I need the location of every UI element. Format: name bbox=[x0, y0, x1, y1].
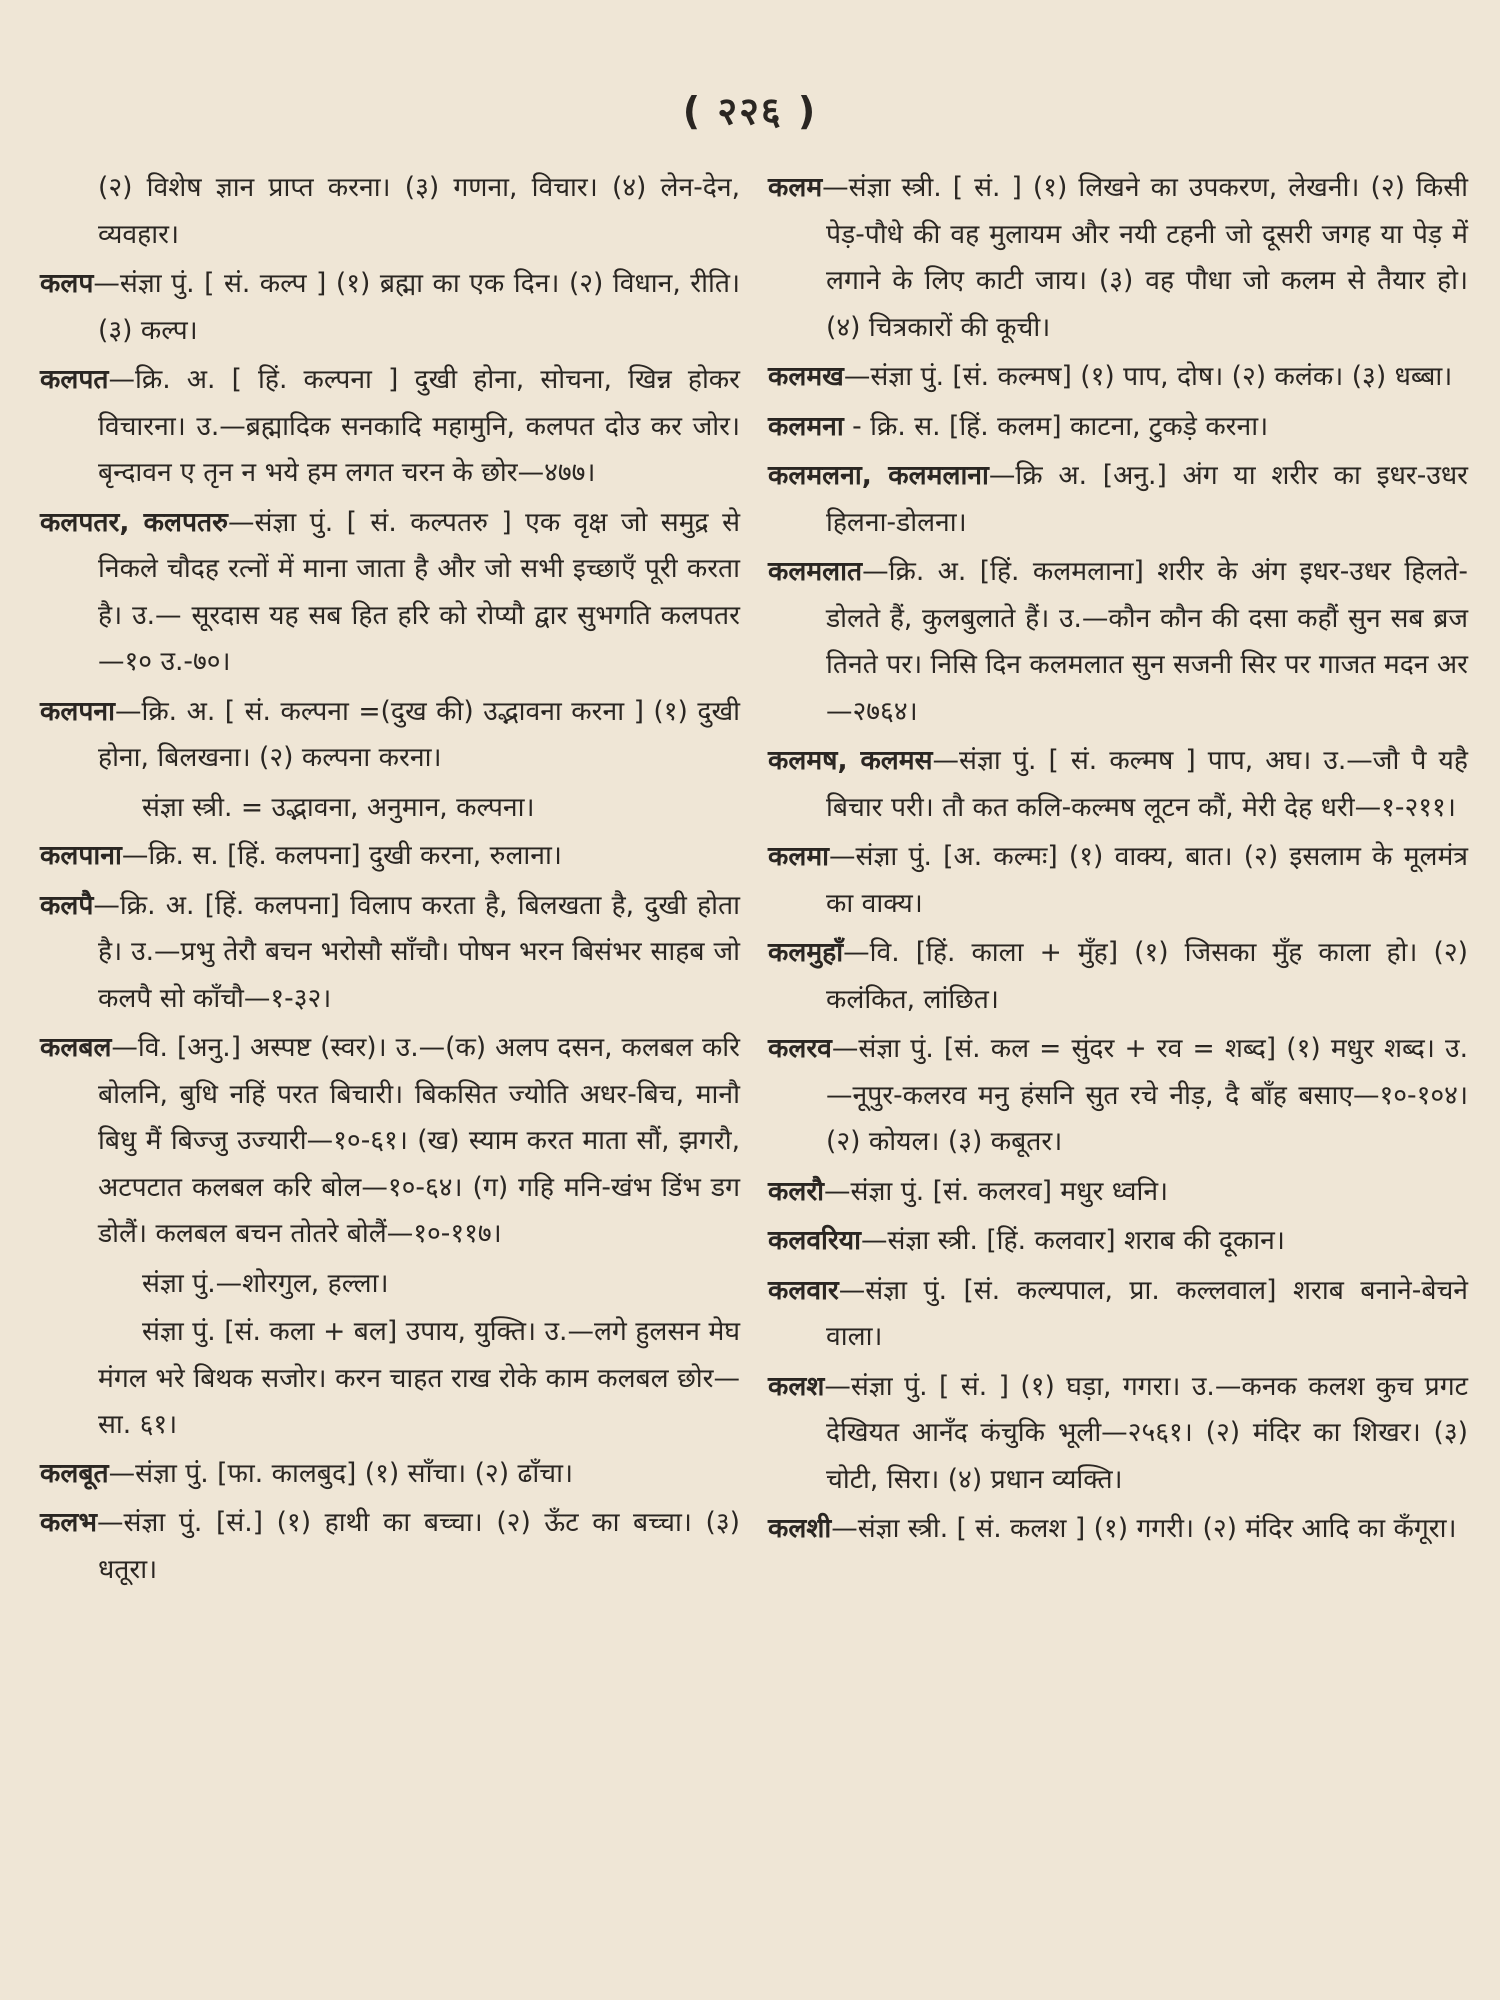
headword: कलपाना bbox=[40, 840, 122, 871]
entry-body: —वि. [हिं. काला + मुँह] (१) जिसका मुँह काला हो। (२) कलंकित, लांछित। bbox=[826, 937, 1468, 1015]
headword: कलमा bbox=[768, 841, 830, 872]
headword: कलभ bbox=[40, 1507, 97, 1538]
headword: कलरव bbox=[768, 1033, 832, 1064]
headword: कलश bbox=[768, 1370, 825, 1402]
entry-kalash bbox=[768, 1364, 1468, 1504]
headword: कलमना bbox=[768, 410, 844, 442]
entry-body: —संज्ञा पुं. [सं. कल = सुंदर + रव = शब्द] (१) मधुर शब्द। उ.—नूपुर-कलरव मनु हंसनि सुत रचे नीड़, दै बाँह बसाए—१०-१०४। (२) कोयल। (३) कबूतर। bbox=[826, 1033, 1468, 1157]
entry-kalavariya bbox=[768, 1218, 1468, 1265]
entry-body: —संज्ञा पुं. [सं.] (१) हाथी का बच्चा। (२) ऊँट का बच्चा। (३) धतूरा। bbox=[96, 1507, 740, 1585]
entry-body: —संज्ञा स्त्री. [ सं. कलश ] (१) गगरी। (२) मंदिर आदि का कँगूरा। bbox=[831, 1513, 1457, 1544]
left-column bbox=[40, 165, 740, 1596]
headword: कलपतर, कलपतरु bbox=[40, 506, 228, 538]
entry-body: —क्रि अ. [अनु.] अंग या शरीर का इधर-उधर हिलना-डोलना। bbox=[826, 460, 1468, 538]
headword: कलपना bbox=[40, 695, 115, 727]
entry-kalam bbox=[768, 165, 1468, 351]
headword: कलवरिया bbox=[768, 1225, 861, 1256]
page-number: ( २२६ ) bbox=[682, 89, 818, 133]
entry-body: - क्रि. स. [हिं. कलम] काटना, टुकड़े करना। bbox=[843, 410, 1269, 442]
entry-kalap bbox=[40, 261, 740, 354]
entry-body: —क्रि. अ. [हिं. कलपना] विलाप करता है, बिलखता है, दुखी होता है। उ.—प्रभु तेरौ बचन भरोसौ साँचौ। पोषन भरन बिसंभर साहब जो कलपै सो काँचौ—१-३२। bbox=[93, 889, 740, 1014]
entry-kalarav bbox=[768, 1026, 1468, 1166]
headword: कलम bbox=[768, 172, 823, 203]
entry-kalarau bbox=[768, 1169, 1468, 1216]
entry-kalashi bbox=[768, 1506, 1468, 1553]
headword: कलरौ bbox=[768, 1175, 825, 1207]
entry-body: —क्रि. अ. [ हिं. कल्पना ] दुखी होना, सोचना, खिन्न होकर विचारना। उ.—ब्रह्मादिक सनकादि महामुनि, कलपत दोउ कर जोर। बृन्दावन ए तृन न भये हम लगत चरन के छोर—४७७। bbox=[98, 364, 740, 488]
headword: कलमलात bbox=[768, 556, 863, 587]
headword: कलवार bbox=[768, 1274, 839, 1306]
headword: कलमष, कलमस bbox=[768, 745, 933, 776]
headword: कलशी bbox=[768, 1513, 832, 1544]
entry-body: —संज्ञा पुं. [ सं. कल्मष ] पाप, अघ। उ.—जौ पै यहै बिचार परी। तौ कत कलि-कल्मष लूटन कौं, मेरी देह धरी—१-२११। bbox=[826, 745, 1468, 823]
entry-body: —संज्ञा पुं. [ सं. कल्पतरु ] एक वृक्ष जो समुद्र से निकले चौदह रत्नों में माना जाता है और जो सभी इच्छाएँ पूरी करता है। उ.— सूरदास यह सब हित हरि को रोप्यौ द्वार सुभगति कलपतर—१० उ.-७०। bbox=[98, 506, 740, 677]
entry-body: —संज्ञा पुं. [ सं. ] (१) घड़ा, गगरा। उ.—कनक कलश कुच प्रगट देखियत आनँद कंचुकि भूली—२५६१। (२) मंदिर का शिखर। (३) चोटी, सिरा। (४) प्रधान व्यक्ति। bbox=[824, 1370, 1468, 1495]
entry-body: —संज्ञा पुं. [सं. कलरव] मधुर ध्वनि। bbox=[824, 1175, 1169, 1207]
entry-kalamalat bbox=[768, 549, 1468, 735]
headword: कलमख bbox=[768, 361, 844, 392]
entry-body: —क्रि. स. [हिं. कलपना] दुखी करना, रुलाना। bbox=[121, 840, 562, 871]
entry-kalavar bbox=[768, 1268, 1468, 1361]
headword: कलमुहाँ bbox=[768, 937, 844, 968]
entry-body: संज्ञा पुं.—शोरगुल, हल्ला। bbox=[142, 1267, 389, 1299]
entry-kalamuhan bbox=[768, 930, 1468, 1023]
entry-kalamash bbox=[768, 738, 1468, 831]
entry-body: —संज्ञा पुं. [अ. कल्मः] (१) वाक्य, बात। (२) इसलाम के मूलमंत्र का वाक्य। bbox=[826, 841, 1468, 919]
entry-kalamalna bbox=[768, 453, 1468, 546]
entry-body: संज्ञा स्त्री. = उद्भावना, अनुमान, कल्पना। bbox=[142, 791, 535, 823]
entry-body: (२) विशेष ज्ञान प्राप्त करना। (३) गणना, विचार। (४) लेन-देन, व्यवहार। bbox=[98, 172, 740, 250]
entry-kalabh bbox=[40, 1500, 740, 1593]
entry-kalma bbox=[768, 834, 1468, 927]
entry-kalamna bbox=[768, 404, 1468, 451]
entry-kalapna bbox=[40, 689, 740, 782]
entry-body: —क्रि. अ. [ सं. कल्पना =(दुख की) उद्भावना करना ] (१) दुखी होना, बिलखना। (२) कल्पना करना। bbox=[98, 695, 740, 773]
entry-kalapana bbox=[40, 833, 740, 880]
entry-body: —संज्ञा स्त्री. [ सं. ] (१) लिखने का उपकरण, लेखनी। (२) किसी पेड़-पौधे की वह मुलायम और नयी टहनी जो दूसरी जगह या पेड़ में लगाने के लिए काटी जाय। (३) वह पौधा जो कलम से तैयार हो। (४) चित्रकारों की कूची। bbox=[822, 172, 1468, 343]
headword: कलपै bbox=[40, 889, 94, 921]
entry-kalamakh bbox=[768, 354, 1468, 401]
entry-kalapai bbox=[40, 883, 740, 1023]
entry-body: —वि. [अनु.] अस्पष्ट (स्वर)। उ.—(क) अलप दसन, कलबल करि बोलनि, बुधि नहिं परत बिचारी। बिकसित ज्योति अधर-बिच, मानौ बिधु मैं बिज्जु उज्यारी—१०-६१। (ख) स्याम करत माता सौं, झगरौ, अटपटात कलबल करि बोल—१०-६४। (ग) गहि मनि-खंभ डिंभ डग डोलैं। कलबल बचन तोतरे बोलैं—१०-११७। bbox=[98, 1032, 740, 1249]
right-column bbox=[768, 165, 1468, 1556]
sub-entry bbox=[40, 785, 740, 832]
sub-entry bbox=[40, 1261, 740, 1308]
sub-entry bbox=[40, 1309, 740, 1449]
entry-body: संज्ञा पुं. [सं. कला + बल] उपाय, युक्ति। उ.—लगे हुलसन मेघ मंगल भरे बिथक सजोर। करन चाहत राख रोके काम कलबल छोर—सा. ६१। bbox=[98, 1316, 740, 1440]
entry-kalbal bbox=[40, 1025, 740, 1258]
headword: कलबल bbox=[40, 1032, 112, 1063]
entry-body: —संज्ञा पुं. [ सं. कल्प ] (१) ब्रह्मा का एक दिन। (२) विधान, रीति। (३) कल्प। bbox=[93, 268, 740, 346]
entry-kalapatar bbox=[40, 500, 740, 686]
headword: कलबूत bbox=[40, 1457, 109, 1489]
entry-body: —क्रि. अ. [हिं. कलमलाना] शरीर के अंग इधर-उधर हिलते-डोलते हैं, कुलबुलाते हैं। उ.—कौन कौन की दसा कहौं सुन सब ब्रज तिनते पर। निसि दिन कलमलात सुन सजनी सिर पर गाजत मदन अर—२७६४। bbox=[826, 556, 1469, 727]
entry-kalapat bbox=[40, 357, 740, 497]
headword: कलपत bbox=[40, 364, 109, 395]
entry-body: —संज्ञा पुं. [सं. कल्यपाल, प्रा. कल्लवाल] शराब बनाने-बेचने वाला। bbox=[826, 1274, 1468, 1352]
entry-kalbut bbox=[40, 1451, 740, 1498]
headword: कलमलना, कलमलाना bbox=[768, 460, 989, 491]
entry-body: —संज्ञा पुं. [फा. कालबुद] (१) साँचा। (२) ढाँचा। bbox=[108, 1457, 573, 1489]
entry-continuation bbox=[40, 165, 740, 258]
headword: कलप bbox=[40, 268, 94, 299]
entry-body: —संज्ञा पुं. [सं. कल्मष] (१) पाप, दोष। (२) कलंक। (३) धब्बा। bbox=[843, 361, 1453, 392]
entry-body: —संज्ञा स्त्री. [हिं. कलवार] शराब की दूकान। bbox=[861, 1225, 1285, 1256]
